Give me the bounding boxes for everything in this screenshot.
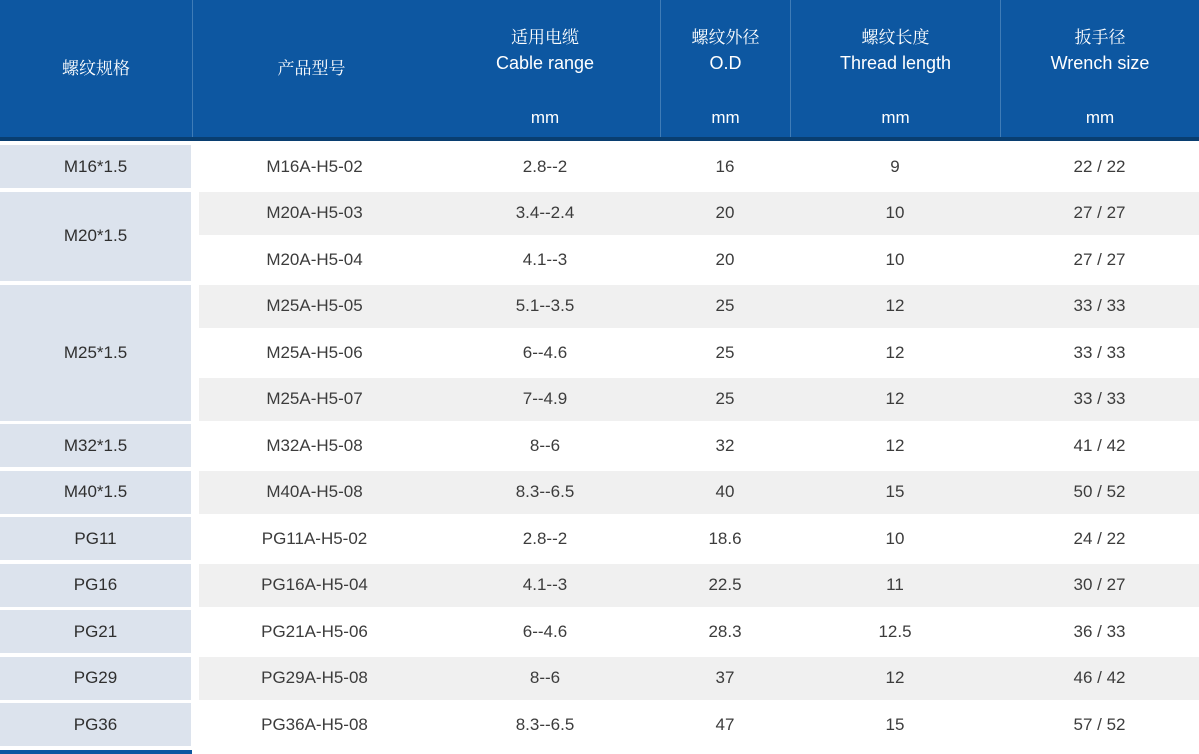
header-label-en: Thread length xyxy=(839,53,952,73)
table-cell: M25A-H5-06 xyxy=(266,342,363,362)
table-cell: M25A-H5-07 xyxy=(266,389,363,408)
table-cell: PG29A-H5-08 xyxy=(261,668,368,687)
table-row xyxy=(199,471,1199,514)
table-cell: 24 / 22 xyxy=(1073,528,1126,548)
table-cell: 57 / 52 xyxy=(1073,714,1126,734)
table-cell: 40 xyxy=(715,482,735,501)
table-cell: 11 xyxy=(886,575,904,594)
table-cell: 46 / 42 xyxy=(1073,668,1126,687)
table-cell: 6--4.6 xyxy=(522,342,568,362)
table-cell: 16 xyxy=(715,156,735,176)
table-cell: 4.1--3 xyxy=(522,575,568,594)
table-cell: 25 xyxy=(715,342,735,362)
table-cell: 8--6 xyxy=(529,435,561,455)
header-label-en: Wrench size xyxy=(1050,53,1150,73)
spec-cell: PG21 xyxy=(0,610,191,653)
table-row xyxy=(199,610,1199,653)
table-cell: 12.5 xyxy=(878,621,912,641)
table-cell: M32A-H5-08 xyxy=(266,435,363,455)
spec-cell: M16*1.5 xyxy=(0,145,191,188)
table-cell: 9 xyxy=(890,156,900,176)
table-cell: 10 xyxy=(885,528,905,548)
table-cell: 20 xyxy=(715,249,735,269)
header-label-zh: 螺纹长度 xyxy=(861,28,930,47)
table-cell: 22.5 xyxy=(708,575,742,594)
table-cell: 25 xyxy=(715,296,735,315)
table-cell: 8--6 xyxy=(529,668,561,687)
spec-cell: M25*1.5 xyxy=(0,285,191,421)
table-cell: 12 xyxy=(885,296,905,315)
table-cell: PG21A-H5-06 xyxy=(261,621,368,641)
table-cell: 25 xyxy=(715,389,735,408)
header-label: 螺纹规格 xyxy=(62,59,130,78)
table-cell: 12 xyxy=(885,668,905,687)
table-cell: 7--4.9 xyxy=(522,389,568,408)
table-header-row xyxy=(0,0,1199,141)
table-row xyxy=(199,424,1199,467)
header-cell-thread-length xyxy=(790,0,1000,137)
table-cell: 20 xyxy=(715,203,735,222)
table-cell: 6--4.6 xyxy=(522,621,568,641)
table-cell: 10 xyxy=(885,203,905,222)
table-row xyxy=(199,192,1199,235)
table-cell: 5.1--3.5 xyxy=(515,296,575,315)
spec-cell: PG11 xyxy=(0,517,191,560)
table-row xyxy=(199,564,1199,607)
header-cell-thread-spec xyxy=(0,0,192,137)
table-row xyxy=(199,238,1199,281)
table-cell: 33 / 33 xyxy=(1073,296,1126,315)
table-cell: 18.6 xyxy=(708,528,742,548)
table-cell: 8.3--6.5 xyxy=(515,714,575,734)
spec-cell: M20*1.5 xyxy=(0,192,191,282)
table-cell: M20A-H5-03 xyxy=(266,203,363,222)
table-cell: 33 / 33 xyxy=(1073,342,1126,362)
table-cell: 22 / 22 xyxy=(1073,156,1126,176)
table-cell: 37 xyxy=(715,668,735,687)
table-cell: 32 xyxy=(715,435,735,455)
table-cell: 36 / 33 xyxy=(1073,621,1126,641)
table-cell: PG11A-H5-02 xyxy=(261,528,368,548)
table-cell: 47 xyxy=(715,714,735,734)
table-cell: 3.4--2.4 xyxy=(515,203,575,222)
header-unit: mm xyxy=(881,108,910,127)
table-cell: 27 / 27 xyxy=(1073,249,1126,269)
next-section-top-edge xyxy=(0,750,192,754)
header-cell-cable-range xyxy=(430,0,660,137)
header-label-zh: 扳手径 xyxy=(1074,28,1126,47)
table-row xyxy=(199,657,1199,700)
table-cell: 12 xyxy=(885,389,905,408)
table-row xyxy=(199,331,1199,374)
table-cell: 12 xyxy=(885,435,905,455)
header-label-zh: 螺纹外径 xyxy=(691,28,760,47)
header-label-en: O.D xyxy=(709,53,742,73)
table-cell: M40A-H5-08 xyxy=(266,482,363,501)
table-cell: M16A-H5-02 xyxy=(266,156,363,176)
spec-cell: PG16 xyxy=(0,564,191,607)
table-cell: M20A-H5-04 xyxy=(266,249,363,269)
table-cell: 2.8--2 xyxy=(522,156,568,176)
table-cell: 33 / 33 xyxy=(1073,389,1126,408)
header-cell-wrench-size xyxy=(1000,0,1199,137)
table-cell: 4.1--3 xyxy=(522,249,568,269)
spec-cell: PG29 xyxy=(0,657,191,700)
table-cell: PG16A-H5-04 xyxy=(261,575,368,594)
table-row xyxy=(199,378,1199,421)
table-cell: PG36A-H5-08 xyxy=(261,714,368,734)
table-row xyxy=(199,285,1199,328)
table-cell: 41 / 42 xyxy=(1073,435,1126,455)
table-body xyxy=(0,145,1199,746)
table-row xyxy=(199,703,1199,746)
table-cell: 10 xyxy=(885,249,905,269)
header-cell-od xyxy=(660,0,790,137)
table-cell: 15 xyxy=(885,482,905,501)
table-cell: 12 xyxy=(885,342,905,362)
table-row xyxy=(199,517,1199,560)
table-cell: 15 xyxy=(885,714,905,734)
header-label: 产品型号 xyxy=(277,59,346,78)
header-label-zh: 适用电缆 xyxy=(511,28,579,47)
spec-cell: M32*1.5 xyxy=(0,424,191,467)
table-cell: 27 / 27 xyxy=(1073,203,1126,222)
header-unit: mm xyxy=(711,108,740,127)
spec-cell: M40*1.5 xyxy=(0,471,191,514)
table-cell: 50 / 52 xyxy=(1073,482,1126,501)
header-unit: mm xyxy=(1085,108,1115,127)
table-cell: 30 / 27 xyxy=(1073,575,1126,594)
table-cell: 28.3 xyxy=(708,621,742,641)
spec-cell: PG36 xyxy=(0,703,191,746)
header-cell-product-model xyxy=(192,0,430,137)
header-unit: mm xyxy=(530,108,560,127)
header-label-en: Cable range xyxy=(495,53,595,73)
table-cell: 2.8--2 xyxy=(522,528,568,548)
table-row xyxy=(199,145,1199,188)
table-cell: 8.3--6.5 xyxy=(515,482,575,501)
table-cell: M25A-H5-05 xyxy=(266,296,363,315)
